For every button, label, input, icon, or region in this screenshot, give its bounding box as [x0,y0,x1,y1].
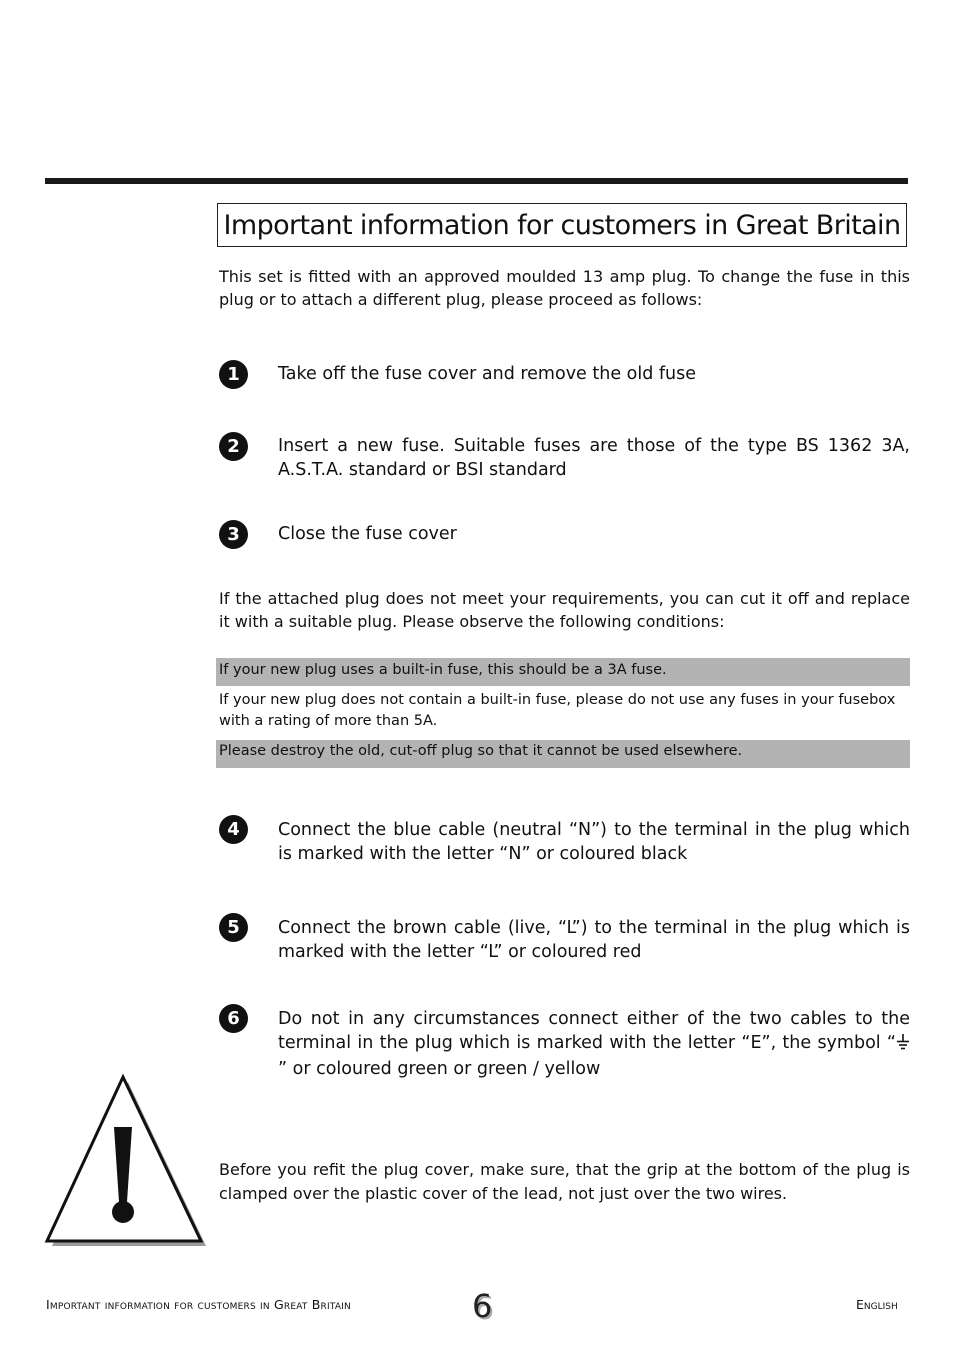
intro-paragraph: This set is fitted with an approved moulded 13 amp plug. To change the fuse in this plug or to attach a different plug, please proceed as follows: [219,267,910,309]
step-6-text-after: ” or coloured green or green / yellow [278,1059,601,1079]
step-5-badge: 5 [219,913,248,942]
step-6-badge: 6 [219,1004,248,1033]
step-1-text: Take off the fuse cover and remove the old fuse [278,364,697,384]
step-1-badge: 1 [219,360,248,389]
step-3-badge: 3 [219,520,248,549]
step-6-text-before: Do not in any circumstances connect either of the two cables to the terminal in the plug which is marked with the letter “E”, the symbol “ [278,1009,910,1053]
page-title: Important information for customers in Great Britain [217,203,907,247]
step-2-badge: 2 [219,432,248,461]
condition-1: If your new plug uses a built-in fuse, this should be a 3A fuse. [216,658,910,686]
condition-2: If your new plug does not contain a built-in fuse, please do not use any fuses in your fusebox with a rating of more than 5A. [219,692,896,729]
conditions-intro: If the attached plug does not meet your requirements, you can cut it off and replace it with a suitable plug. Please observe the following conditions: [219,589,910,631]
step-6-text [278,1007,910,1081]
step-3-text: Close the fuse cover [278,524,457,544]
step-4-badge: 4 [219,815,248,844]
step-4-text: Connect the blue cable (neutral “N”) to the terminal in the plug which is marked with the letter “N” or coloured black [278,820,910,864]
step-5-text: Connect the brown cable (live, “L”) to the terminal in the plug which is marked with the letter “L” or coloured red [278,918,910,962]
footer-section-title: Important information for customers in Great Britain [46,1297,351,1312]
step-2-text: Insert a new fuse. Suitable fuses are those of the type BS 1362 3A, A.S.T.A. standard or BSI standard [278,436,910,480]
condition-3: Please destroy the old, cut-off plug so that it cannot be used elsewhere. [216,740,910,768]
page-number: 6 [472,1287,493,1325]
final-note: Before you refit the plug cover, make sure, that the grip at the bottom of the plug is clamped over the plastic cover of the lead, not just over the two wires. [219,1160,910,1203]
top-rule [45,178,908,184]
warning-triangle-icon [44,1072,210,1250]
earth-ground-icon [896,1033,910,1057]
footer-language: English [856,1297,898,1312]
